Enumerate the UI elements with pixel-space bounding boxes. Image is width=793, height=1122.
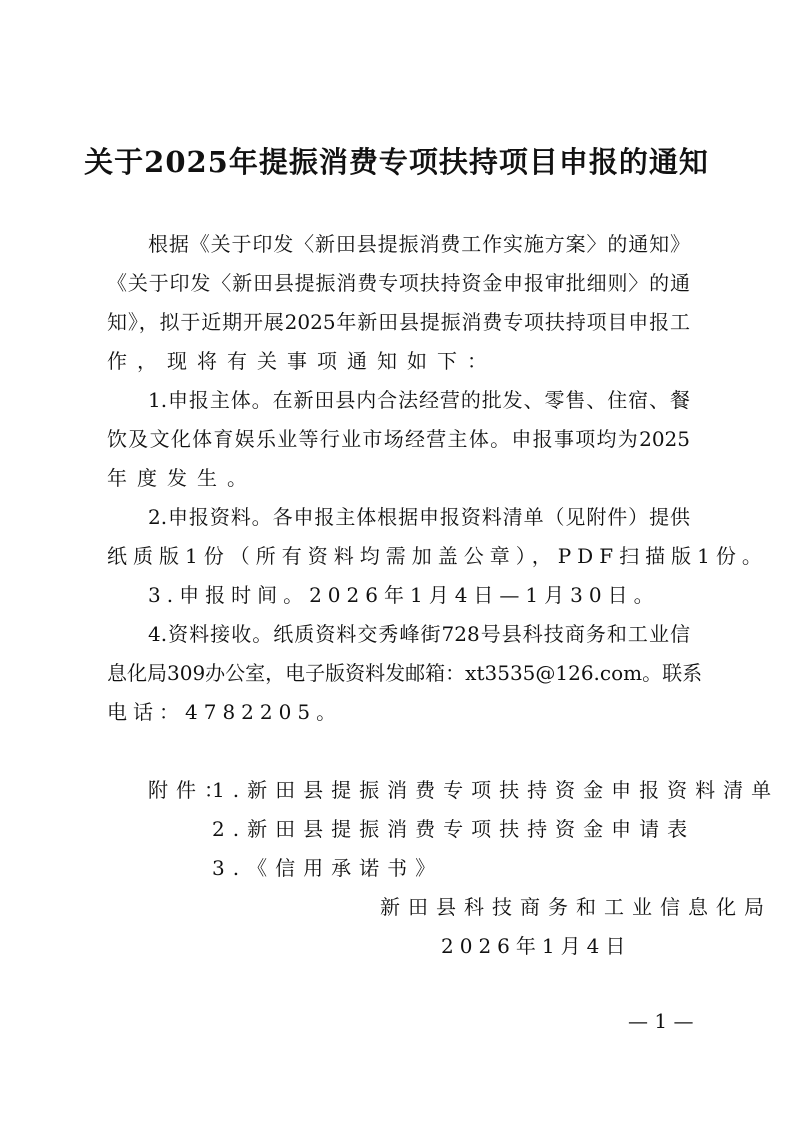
body-line: 根据《关于印发〈新田县提振消费工作实施方案〉的通知》 <box>148 232 690 256</box>
signature-date: 2026年1月4日 <box>441 934 632 958</box>
attachment-item: 3.《信用承诺书》 <box>212 856 444 880</box>
signature-org: 新田县科技商务和工业信息化局 <box>380 895 772 919</box>
body-line: 《关于印发〈新田县提振消费专项扶持资金申报审批细则〉的通 <box>107 271 690 295</box>
body-line: 2.申报资料。各申报主体根据申报资料清单（见附件）提供 <box>148 505 690 529</box>
attachments-label: 附件： <box>148 778 232 802</box>
attachment-item: 1.新田县提振消费专项扶持资金申报资料清单 <box>212 778 780 802</box>
body-line: 息化局309办公室，电子版资料发邮箱：xt3535@126.com。联系 <box>107 661 703 685</box>
body-line: 知》，拟于近期开展2025年新田县提振消费专项扶持项目申报工 <box>107 310 690 334</box>
attachment-item: 2.新田县提振消费专项扶持资金申请表 <box>212 817 696 841</box>
document-title: 关于2025年提振消费专项扶持项目申报的通知 <box>84 145 709 179</box>
body-line: 纸质版1份（所有资料均需加盖公章），PDF扫描版1份。 <box>107 544 768 568</box>
body-line: 作，现将有关事项通知如下： <box>107 349 497 373</box>
page-number: — 1 — <box>628 1009 694 1033</box>
body-line: 3.申报时间。2026年1月4日—1月30日。 <box>148 583 660 607</box>
body-line: 饮及文化体育娱乐业等行业市场经营主体。申报事项均为2025 <box>107 427 690 451</box>
body-line: 1.申报主体。在新田县内合法经营的批发、零售、住宿、餐 <box>148 388 690 412</box>
body-line: 电话：4782205。 <box>107 700 343 724</box>
body-line: 年度发生。 <box>107 466 257 490</box>
body-line: 4.资料接收。纸质资料交秀峰街728号县科技商务和工业信 <box>148 622 690 646</box>
